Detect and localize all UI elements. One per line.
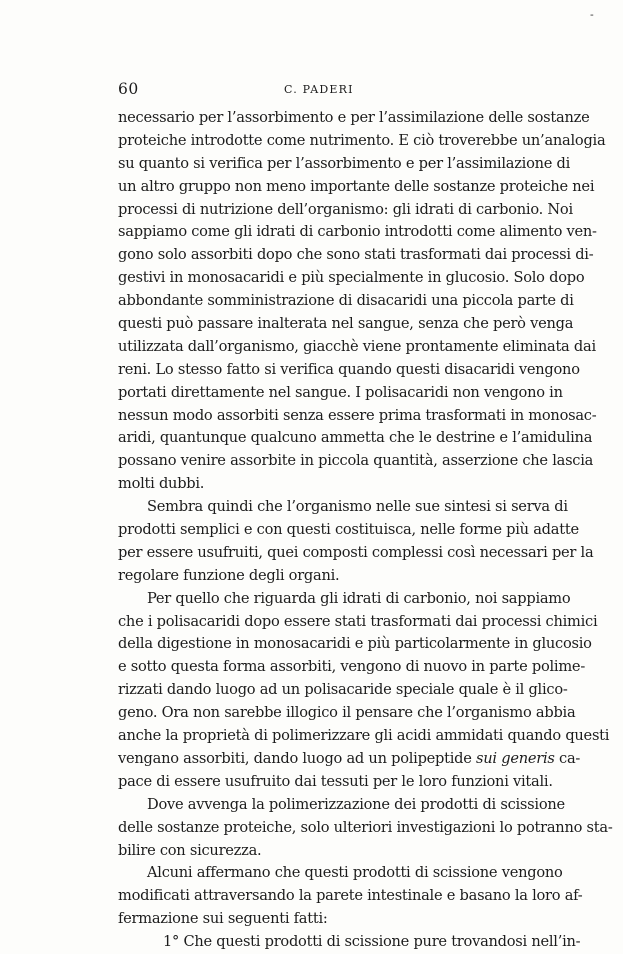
text-line-content: della digestione in monosacaridi e più particolarmente in glucosio [118,635,592,653]
text-line-content: prodotti semplici e con questi costituisca, nelle forme più adatte [118,521,579,539]
text-line-continuation: ca- [559,749,581,767]
text-line-content: pace di essere usufruito dai tessuti per le loro funzioni vitali. [118,772,553,790]
text-line-content: necessario per l’assorbimento e per l’assimilazione delle sostanze [118,109,590,126]
text-line [118,588,571,611]
text-line [118,244,594,267]
text-line [118,199,573,222]
text-line-content: 1° Che questi prodotti di scissione pure trovandosi nell’in- [163,933,581,951]
text-line-content: delle sostanze proteiche, solo ulteriori investigazioni lo potranno sta- [118,818,613,836]
text-line-content: Per quello che riguarda gli idrati di carbonio, noi sappiamo [147,589,571,607]
text-line [118,931,581,954]
text-line-content: vengano assorbiti, dando luogo ad un polipeptide [118,749,472,767]
text-line [118,611,598,634]
text-line-content: nessun modo assorbiti senza essere prima trasformati in monosac- [118,406,597,424]
text-line [118,656,585,679]
text-line-content: questi può passare inalterata nel sangue, senza che però venga [118,315,574,333]
text-line-content: anche la proprietà di polimerizzare gli acidi ammidati quando questi [118,727,610,745]
page-header [118,80,548,102]
text-line [118,130,606,153]
text-line-content: utilizzata dall’organismo, giacchè viene prontamente eliminata dai [118,337,596,355]
text-line-content: su quanto si verifica per l’assorbimento e per l’assimilazione di [118,154,571,172]
text-line [118,771,553,794]
text-line [118,336,596,359]
text-line-content: Dove avvenga la polimerizzazione dei prodotti di scissione [147,795,565,813]
italic-phrase: sui generis [476,749,555,767]
text-line-content: sappiamo come gli idrati di carbonio introdotti come alimento ven- [118,223,597,241]
page-number: 60 [118,80,139,98]
text-line [118,885,583,908]
text-line [118,107,590,130]
text-line [118,702,576,725]
text-line-content: fermazione sui seguenti fatti: [118,910,328,928]
text-line [118,542,594,565]
text-line [118,450,594,473]
text-line [118,313,574,336]
text-line-content: che i polisacaridi dopo essere stati trasformati dai processi chimici [118,612,598,630]
text-line [118,565,547,588]
text-line-content: Alcuni affermano che questi prodotti di scissione vengono [147,864,563,882]
text-line-content: modificati attraversando la parete intestinale e basano la loro af- [118,887,583,905]
text-line [118,267,585,290]
text-line-content: molti dubbi. [118,475,205,493]
text-line-content: per essere usufruiti, quei composti complessi così necessari per la [118,543,594,561]
text-line [118,840,547,863]
running-head: C. PADERI [284,83,354,96]
text-line [118,427,593,450]
text-line-content: possano venire assorbite in piccola quantità, asserzione che lascia [118,452,594,470]
text-line-content: regolare funzione degli organi. [118,566,340,584]
text-line [118,862,563,885]
text-line-content: e sotto questa forma assorbiti, vengono di nuovo in parte polime- [118,658,585,676]
body-text [118,107,613,954]
text-line [118,817,613,840]
text-line [118,221,597,244]
text-line-content: abbondante somministrazione di disacaridi una piccola parte di [118,292,574,310]
text-line-content: proteiche introdotte come nutrimento. E ciò troverebbe un’analogia [118,131,606,149]
text-line [118,382,563,405]
text-line [118,153,571,176]
text-line-content: Sembra quindi che l’organismo nelle sue sintesi si serva di [147,498,568,516]
text-line-content: reni. Lo stesso fatto si verifica quando questi disacaridi vengono [118,360,580,378]
text-line [118,908,547,931]
text-line-content: aridi, quantunque qualcuno ammetta che le destrine e l’amidulina [118,429,593,447]
text-line [118,725,610,748]
text-line-content: gono solo assorbiti dopo che sono stati trasformati dai processi di- [118,246,594,264]
text-line [118,519,579,542]
text-line [118,176,595,199]
text-line-content: rizzati dando luogo ad un polisacaride speciale quale è il glico- [118,681,568,699]
text-line [118,405,597,428]
text-line-content: un altro gruppo non meno importante delle sostanze proteiche nei [118,177,595,195]
text-line [118,473,547,496]
text-line-content: bilire con sicurezza. [118,841,262,859]
text-line [118,359,580,382]
text-line [118,794,565,817]
text-line [118,290,574,313]
text-line-content: gestivi in monosacaridi e più specialmente in glucosio. Solo dopo [118,269,585,287]
text-line [118,633,592,656]
text-line [118,496,568,519]
text-line-content: portati direttamente nel sangue. I polisacaridi non vengono in [118,383,563,401]
text-line-content: geno. Ora non sarebbe illogico il pensare che l’organismo abbia [118,704,576,722]
text-line [118,679,568,702]
text-line [118,748,581,771]
text-line-content: processi di nutrizione dell’organismo: gli idrati di carbonio. Noi [118,200,573,218]
corner-mark: - [590,8,594,21]
